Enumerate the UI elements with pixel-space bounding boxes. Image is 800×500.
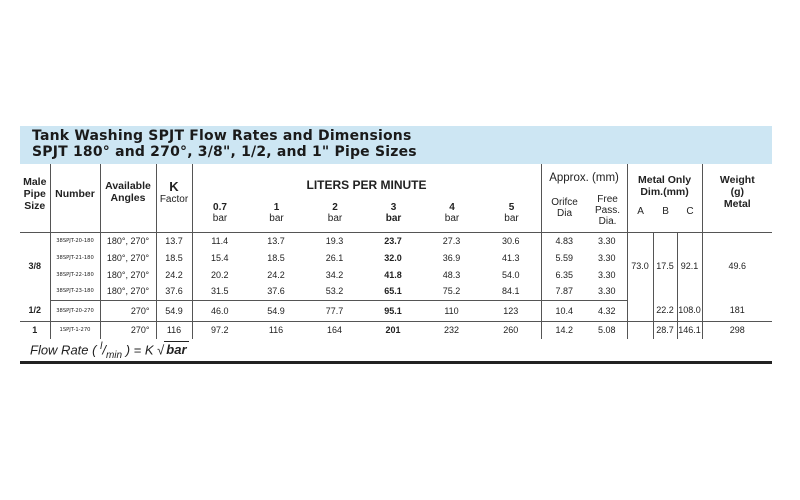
pressure-value-row	[193, 202, 542, 213]
header-text: Available	[105, 180, 151, 192]
free-pass-cell: 3.30	[587, 232, 627, 249]
header-orifice	[542, 194, 588, 227]
header-dim-b: B	[662, 206, 669, 217]
pressure-unit: bar	[327, 213, 343, 224]
lpm-cell: 41.3	[481, 249, 541, 266]
lpm-cell: 41.8	[384, 269, 402, 280]
free-pass-cell: 4.32	[587, 300, 627, 321]
lpm-cell: 123	[481, 300, 541, 321]
pressure-value: 2	[332, 202, 338, 213]
orifice-cell: 6.35	[555, 269, 574, 280]
dim-c-cell: 146.1	[677, 321, 702, 339]
number-cell: 38SPJT-20-270	[50, 300, 100, 321]
lpm-cell: 48.3	[442, 269, 461, 280]
number-cell: 38SPJT-23-180	[50, 283, 100, 300]
lpm-cell: 13.7	[247, 232, 305, 249]
lpm-cell: 37.6	[247, 283, 305, 300]
pressure-value: 3	[390, 202, 397, 213]
lpm-cell: 54.0	[481, 266, 541, 283]
header-text: Dia	[557, 208, 573, 219]
lpm-cell: 95.1	[364, 300, 422, 321]
pressure-value: 0.7	[213, 202, 227, 213]
title-line-1: Tank Washing SPJT Flow Rates and Dimensions	[32, 128, 412, 144]
lpm-cell: 46.0	[192, 300, 247, 321]
lpm-cell: 30.6	[481, 232, 541, 249]
pressure-unit: bar	[385, 213, 402, 224]
table-row	[20, 321, 772, 339]
lpm-cell: 232	[443, 325, 460, 336]
header-text: Number	[55, 188, 95, 200]
lpm-cell: 24.2	[267, 269, 285, 280]
lpm-cell: 260	[481, 321, 541, 339]
angles-cell: 180°, 270°	[100, 266, 156, 283]
k-cell: 54.9	[156, 300, 192, 321]
pressure-headers	[193, 202, 542, 224]
header-text: Factor	[159, 194, 189, 205]
lpm-cell: 116	[268, 325, 284, 336]
header-text: Male	[23, 176, 47, 188]
header-text: LITERS PER MINUTE	[306, 178, 427, 192]
header-number	[50, 164, 100, 232]
lpm-cell: 15.4	[210, 252, 229, 263]
free-pass-cell: 3.30	[587, 266, 627, 283]
orifice-cell: 7.87	[541, 283, 587, 300]
lpm-cell: 19.3	[305, 232, 364, 249]
header-text: Dia.	[598, 216, 617, 227]
lpm-cell: 32.0	[384, 252, 402, 263]
pressure-unit: bar	[444, 213, 460, 224]
header-text: Dim.(mm)	[640, 186, 689, 198]
dim-a-cell	[627, 300, 653, 321]
orifice-cell: 4.83	[541, 232, 587, 249]
pressure-unit: bar	[269, 213, 284, 224]
free-pass-cell: 3.30	[587, 249, 627, 266]
weight-cell: 49.6	[702, 232, 772, 300]
lpm-cell: 20.2	[210, 269, 229, 280]
angles-cell: 180°, 270°	[100, 249, 156, 266]
header-available-angles	[100, 164, 156, 232]
header-text: Size	[24, 200, 46, 212]
flow-rate-formula: Flow Rate ( $^l/_{min}$ ) = K √ bar	[20, 339, 772, 364]
approx-subheaders	[542, 194, 628, 227]
angles-cell: 180°, 270°	[100, 283, 156, 300]
orifice-cell: 10.4	[541, 300, 587, 321]
lpm-cell: 110	[422, 300, 481, 321]
formula-radicand: bar	[166, 342, 187, 358]
k-cell: 37.6	[156, 283, 192, 300]
lpm-cell: 36.9	[442, 252, 461, 263]
free-pass-cell: 5.08	[587, 321, 627, 339]
lpm-cell: 23.7	[364, 232, 422, 249]
title-bar	[20, 126, 772, 164]
header-text: Pipe	[23, 188, 46, 200]
flow-rate-document	[20, 126, 772, 364]
pressure-value: 5	[508, 202, 515, 213]
dim-c-cell: 108.0	[677, 300, 702, 321]
orifice-cell: 14.2	[555, 325, 574, 336]
header-liters-per-minute	[192, 164, 541, 232]
formula-unit-numerator: l	[100, 341, 103, 352]
header-k-factor	[156, 164, 192, 232]
angles-cell: 180°, 270°	[100, 232, 156, 249]
header-text: Orifce	[551, 197, 578, 208]
formula-prefix: Flow Rate (	[30, 342, 97, 358]
pipe-size-cell: 1	[20, 321, 50, 339]
title-line-2: SPJT 180° and 270°, 3/8", 1/2, and 1" Pipe Sizes	[32, 144, 417, 160]
free-pass-cell: 3.30	[587, 283, 627, 300]
header-metal-only	[627, 164, 702, 232]
header-text: (g)	[730, 186, 744, 198]
k-cell: 116	[156, 321, 192, 339]
header-weight	[702, 164, 772, 232]
lpm-cell: 54.9	[247, 300, 305, 321]
k-cell: 18.5	[156, 249, 192, 266]
dim-b-cell: 22.2	[653, 300, 677, 321]
header-row	[20, 164, 772, 232]
number-cell: 38SPJT-21-180	[50, 249, 100, 266]
pressure-value: 1	[273, 202, 280, 213]
table-row	[20, 232, 772, 249]
number-cell: 38SPJT-20-180	[50, 232, 100, 249]
angles-cell: 270°	[100, 321, 156, 339]
header-text: Weight	[719, 174, 755, 186]
pipe-size-cell: 1/2	[20, 300, 50, 321]
header-text: Metal Only	[637, 174, 692, 186]
lpm-cell: 18.5	[267, 252, 285, 263]
dim-b-cell: 28.7	[653, 321, 677, 339]
header-text: Free	[597, 194, 618, 205]
dim-c-cell: 92.1	[677, 232, 702, 300]
formula-middle: ) = K	[125, 342, 154, 358]
header-free-pass	[588, 194, 628, 227]
pressure-unit: bar	[504, 213, 519, 224]
pipe-size-cell: 3/8	[20, 232, 50, 300]
lpm-cell: 34.2	[325, 269, 344, 280]
lpm-cell: 75.2	[422, 283, 481, 300]
lpm-cell: 201	[385, 325, 401, 336]
weight-cell: 181	[702, 300, 772, 321]
table-row	[20, 300, 772, 321]
dim-b-cell: 17.5	[653, 232, 677, 300]
pressure-unit: bar	[212, 213, 228, 224]
lpm-cell: 164	[326, 325, 343, 336]
header-dim-c: C	[686, 206, 694, 217]
pressure-value: 4	[449, 202, 455, 213]
lpm-cell: 65.1	[364, 283, 422, 300]
lpm-cell: 26.1	[325, 252, 344, 263]
number-cell: 38SPJT-22-180	[50, 266, 100, 283]
header-text: Approx. (mm)	[549, 172, 619, 184]
k-cell: 24.2	[156, 266, 192, 283]
header-approx	[541, 164, 627, 232]
lpm-cell: 27.3	[422, 232, 481, 249]
header-male-pipe-size	[20, 164, 50, 232]
lpm-cell: 97.2	[210, 325, 229, 336]
lpm-cell: 77.7	[305, 300, 364, 321]
number-cell: 1SPJT-1-270	[50, 321, 100, 339]
header-text: Metal	[723, 198, 751, 210]
lpm-cell: 31.5	[192, 283, 247, 300]
dim-a-cell: 73.0	[627, 232, 653, 300]
orifice-cell: 5.59	[555, 252, 574, 263]
k-cell: 13.7	[156, 232, 192, 249]
angles-cell: 270°	[100, 300, 156, 321]
header-text: Pass.	[595, 205, 621, 216]
formula-unit-denominator: min	[105, 349, 123, 361]
dim-a-cell	[627, 321, 653, 339]
lpm-cell: 11.4	[192, 232, 247, 249]
header-dim-a: A	[637, 206, 644, 217]
lpm-cell: 53.2	[305, 283, 364, 300]
dim-subheaders	[628, 206, 703, 217]
lpm-cell: 84.1	[481, 283, 541, 300]
header-text: K	[169, 179, 179, 194]
pressure-unit-row	[193, 213, 542, 224]
flow-rate-table	[20, 164, 772, 339]
header-text: Angles	[110, 192, 146, 204]
weight-cell: 298	[729, 325, 745, 336]
